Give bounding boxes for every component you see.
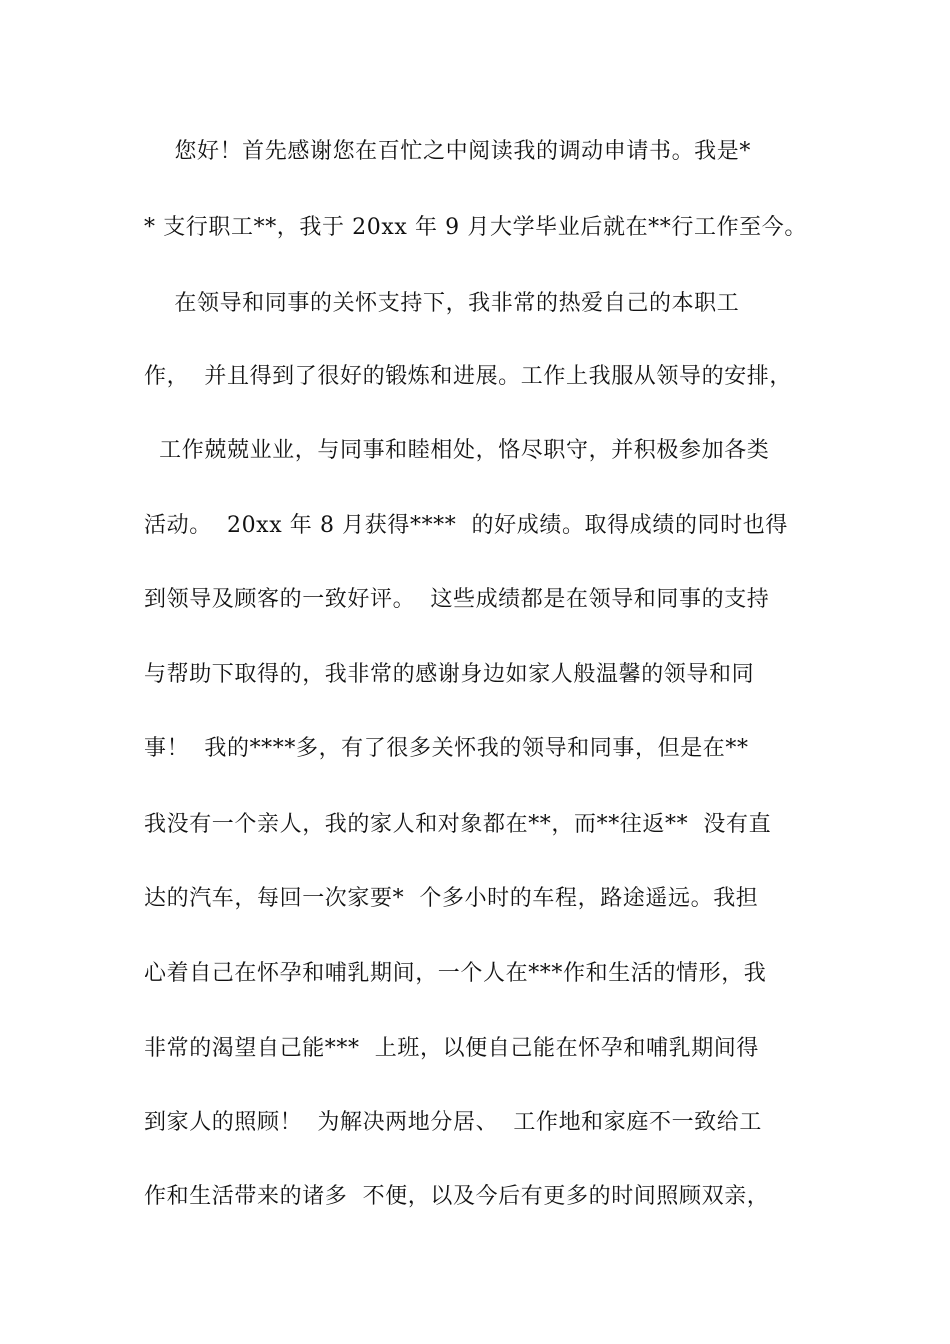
text-line-7: 到领导及顾客的一致好评。 这些成绩都是在领导和同事的支持 bbox=[144, 587, 770, 612]
text-line-12: 心着自己在怀孕和哺乳期间，一个人在***作和生活的情形，我 bbox=[144, 961, 767, 986]
text-line-11: 达的汽车，每回一次家要* 个多小时的车程，路途遥远。我担 bbox=[144, 886, 759, 911]
text-line-5: 工作兢兢业业，与同事和睦相处，恪尽职守，并积极参加各类 bbox=[144, 438, 770, 463]
text-line-6: 活动。 20xx 年 8 月获得**** 的好成绩。取得成绩的同时也得 bbox=[144, 513, 788, 538]
text-line-1: 您好！首先感谢您在百忙之中阅读我的调动申请书。我是* bbox=[144, 139, 751, 164]
text-line-2: * 支行职工**，我于 20xx 年 9 月大学毕业后就在**行工作至今。 bbox=[144, 215, 807, 240]
text-line-15: 作和生活带来的诸多 不便，以及今后有更多的时间照顾双亲， bbox=[144, 1184, 770, 1209]
text-line-8: 与帮助下取得的，我非常的感谢身边如家人般温馨的领导和同 bbox=[144, 662, 755, 687]
text-line-9: 事！ 我的****多，有了很多关怀我的领导和同事，但是在** bbox=[144, 736, 749, 761]
text-line-10: 我没有一个亲人，我的家人和对象都在**，而**往返** 没有直 bbox=[144, 812, 772, 837]
text-line-14: 到家人的照顾！ 为解决两地分居、 工作地和家庭不一致给工 bbox=[144, 1110, 762, 1135]
text-line-13: 非常的渴望自己能*** 上班，以便自己能在怀孕和哺乳期间得 bbox=[144, 1036, 759, 1061]
text-line-4: 作， 并且得到了很好的锻炼和进展。工作上我服从领导的安排， bbox=[144, 364, 792, 389]
text-line-3: 在领导和同事的关怀支持下，我非常的热爱自己的本职工 bbox=[144, 291, 740, 316]
